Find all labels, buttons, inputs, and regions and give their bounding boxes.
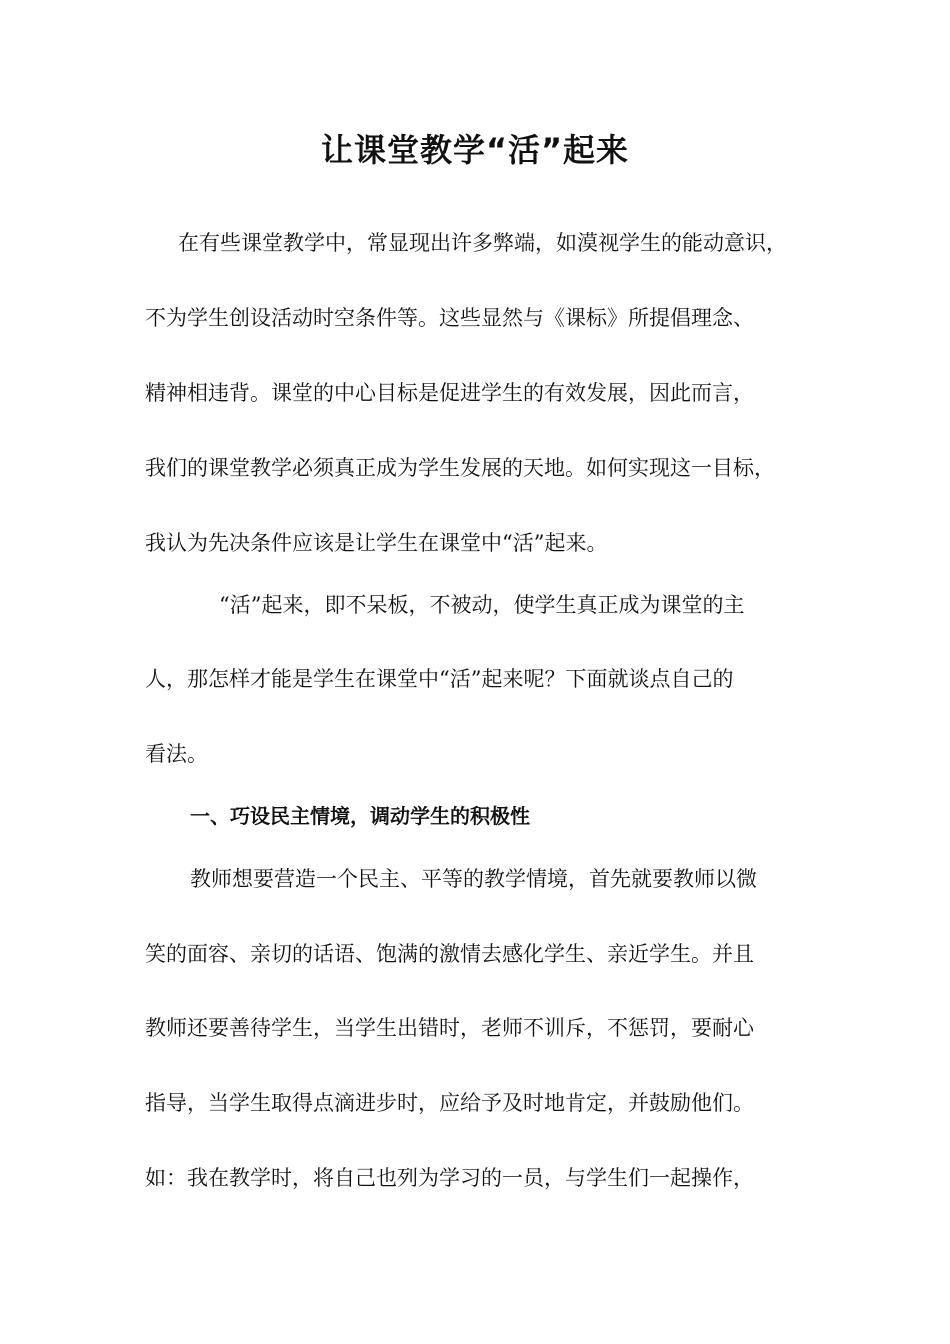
- paragraph-line: 笑的面容、亲切的话语、饱满的激情去感化学生、亲近学生。并且: [145, 942, 754, 966]
- page-title: 让课堂教学“活”起来: [320, 131, 630, 169]
- paragraph-line: 指导，当学生取得点滴进步时，应给予及时地肯定，并鼓励他们。: [145, 1091, 754, 1115]
- paragraph-line: “活”起来，即不呆板，不被动，使学生真正成为课堂的主: [219, 593, 745, 617]
- section-heading: 一、巧设民主情境，调动学生的积极性: [190, 804, 530, 828]
- paragraph-line: 在有些课堂教学中，常显现出许多弊端，如漠视学生的能动意识，: [178, 231, 787, 255]
- paragraph-line: 看法。: [145, 742, 208, 766]
- paragraph-line: 不为学生创设活动时空条件等。这些显然与《课标》所提倡理念、: [145, 306, 754, 330]
- paragraph-line: 人，那怎样才能是学生在课堂中“活”起来呢？下面就谈点自己的: [145, 667, 734, 691]
- paragraph-line: 我们的课堂教学必须真正成为学生发展的天地。如何实现这一目标，: [145, 456, 775, 480]
- paragraph-line: 精神相违背。课堂的中心目标是促进学生的有效发展，因此而言，: [145, 381, 754, 405]
- paragraph-line: 教师想要营造一个民主、平等的教学情境，首先就要教师以微: [190, 867, 757, 891]
- paragraph-line: 如：我在教学时，将自己也列为学习的一员，与学生们一起操作，: [145, 1166, 754, 1190]
- paragraph-line: 我认为先决条件应该是让学生在课堂中“活”起来。: [145, 531, 608, 555]
- paragraph-line: 教师还要善待学生，当学生出错时，老师不训斥，不惩罚，要耐心: [145, 1016, 754, 1040]
